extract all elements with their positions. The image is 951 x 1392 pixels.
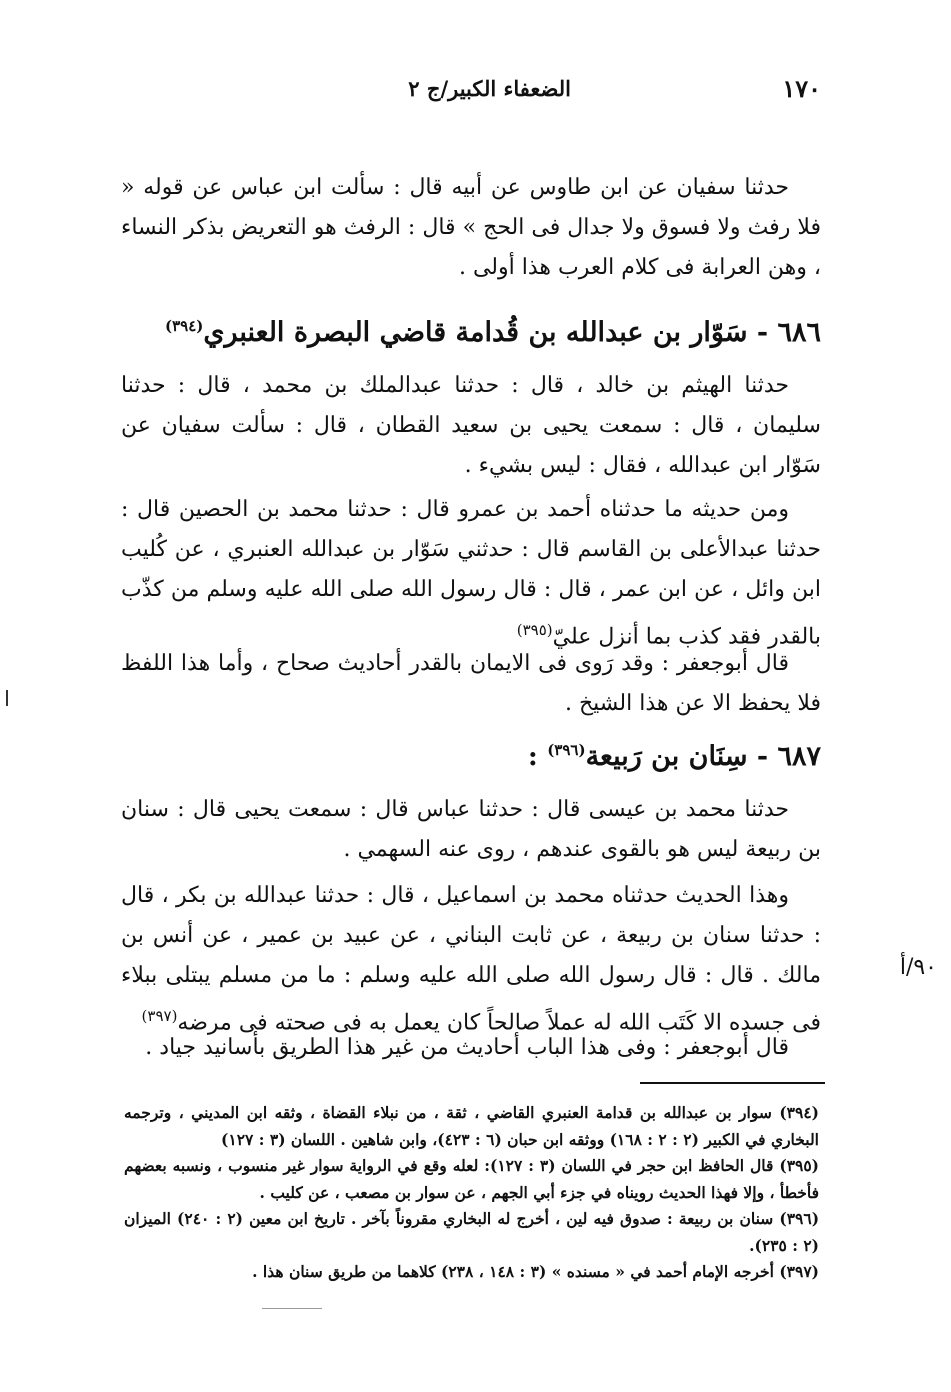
paragraph-6 (121, 876, 821, 1043)
footnote-397: (٣٩٧) أخرجه الإمام أحمد في « مسنده » (٣ : ١٤٨ ، ٢٣٨) كلاهما من طريق سنان هذا . (252, 1262, 819, 1281)
paragraph-2 (121, 366, 821, 486)
paragraph-4 (121, 644, 821, 724)
paragraph-text: حدثنا سفيان عن ابن طاوس عن أبيه قال : سألت ابن عباس عن قوله « فلا رفث ولا فسوق ولا جدال فى الحج » قال : الرفث هو التعريض بذكر النساء ، وهن العرابة فى كلام العرب هذا أولى . (121, 175, 821, 280)
paragraph-3 (121, 490, 821, 657)
paragraph-7 (121, 1028, 821, 1068)
entry-687-title: ٦٨٧ - سِنَان بن رَبيعة (585, 741, 821, 772)
book-title: الضعفاء الكبير/ج ٢ (408, 76, 571, 101)
page-number: ١٧٠ (782, 74, 821, 103)
paragraph-1 (121, 168, 821, 288)
entry-686-title: ٦٨٦ - سَوّار بن عبدالله بن قُدامة قاضي البصرة العنبري (203, 317, 821, 348)
paragraph-text: حدثنا محمد بن عيسى قال : حدثنا عباس قال : سمعت يحيى قال : سنان بن ربيعة ليس هو بالقوى عندهم ، روى عنه السهمي . (121, 797, 821, 862)
footnotes (124, 1100, 819, 1286)
entry-687-tail: : (527, 741, 548, 772)
scan-bottom-line (262, 1308, 322, 1309)
paragraph-text (121, 876, 821, 1043)
footnote-395: (٣٩٥) قال الحافظ ابن حجر في اللسان (٣ : ١٢٧): لعله وقع في الرواية سوار غير منسوب ، ونسبه بعضهم فأخطأ ، وإلا فهذا الحديث رويناه في جزء أبي الجهم ، عن سوار بن مصعب ، عن كليب . (124, 1156, 820, 1202)
paragraph-body: وهذا الحديث حدثناه محمد بن اسماعيل ، قال : حدثنا عبدالله بن بكر ، قال : حدثنا سنان بن ربيعة ، عن ثابت البناني ، عن عبيد بن عمير ، عن أنس بن مالك . قال : قال رسول الله صلى الله عليه وسلم : ما من مسلم يبتلى ببلاء فى جسده الا كَتَب الله له عملاً صالحاً كان يعمل به فى صحته فى مرضه (121, 883, 821, 1036)
scan-edge-mark (6, 690, 8, 706)
paragraph-body: ومن حديثه ما حدثناه أحمد بن عمرو قال : حدثنا محمد بن الحصين قال : حدثنا عبدالأعلى بن القاسم قال : حدثني سَوّار بن عبدالله العنبري ، عن كُليب ابن وائل ، عن ابن عمر ، قال : قال رسول الله صلى الله عليه وسلم من كذّب بالقدر فقد كذب بما أنزل عليّ (121, 497, 821, 650)
footnote-separator (640, 1082, 825, 1084)
footnote-ref-395: (٣٩٥) (516, 621, 553, 639)
running-header (120, 74, 821, 108)
footnote-394: (٣٩٤) سوار بن عبدالله بن قدامة العنبري القاضي ، ثقة ، من نبلاء القضاة ، وثقه ابن المديني ، وترجمه البخاري في الكبير (٢ : ٢ : ١٦٨) ووثقه ابن حبان (٦ : ٤٢٣)، وابن شاهين . اللسان (٣ : ١٢٧) (124, 1103, 819, 1149)
entry-686-heading (121, 306, 821, 353)
paragraph-text: قال أبوجعفر : وفى هذا الباب أحاديث من غير هذا الطريق بأسانيد جياد . (145, 1035, 789, 1060)
paragraph-text (121, 490, 821, 657)
manuscript-folio-marker: ٩٠/أ (899, 955, 937, 980)
footnote-ref-394: (٣٩٤) (164, 317, 204, 335)
entry-687-heading (121, 730, 821, 777)
footnote-ref-397: (٣٩٧) (141, 1007, 178, 1025)
footnote-396: (٣٩٦) سنان بن ربيعة : صدوق فيه لين ، أخرج له البخاري مقروناً بآخر . تاريخ ابن معين (٢ : ٢٤٠) الميزان (٢ : ٢٣٥). (124, 1209, 820, 1255)
paragraph-text: قال أبوجعفر : وقد رَوى فى الايمان بالقدر أحاديث صحاح ، وأما هذا اللفظ فلا يحفظ الا عن هذا الشيخ . (121, 651, 821, 716)
paragraph-text: حدثنا الهيثم بن خالد ، قال : حدثنا عبدالملك بن محمد ، قال : حدثنا سليمان ، قال : سمعت يحيى بن سعيد القطان ، قال : سألت سفيان عن سَوّار ابن عبدالله ، فقال : ليس بشيء . (121, 373, 821, 478)
paragraph-5 (121, 790, 821, 870)
footnote-ref-396: (٣٩٦) (547, 741, 586, 759)
